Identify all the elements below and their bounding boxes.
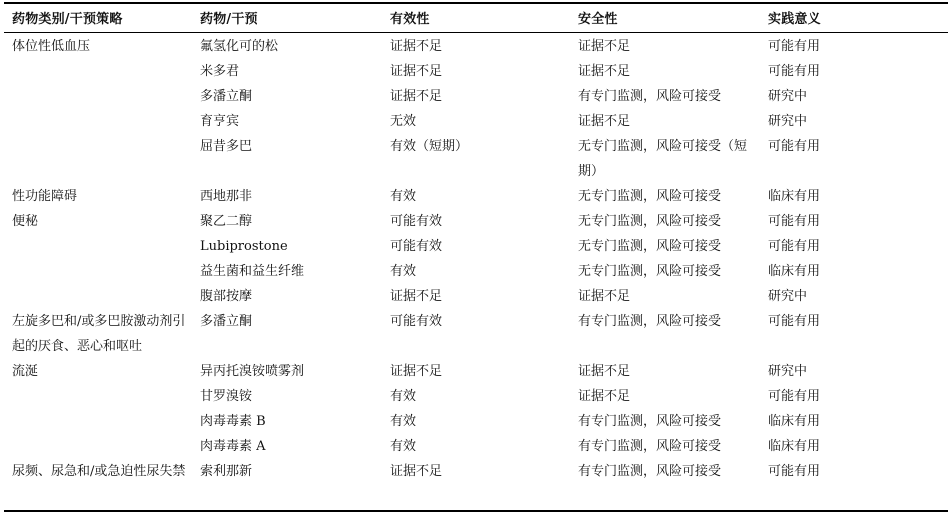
cell-drug: 肉毒毒素 B [200, 414, 266, 429]
table-row [12, 384, 948, 409]
cell-efficacy: 有效 [390, 439, 417, 454]
cell-practice: 临床有用 [768, 189, 821, 204]
table-row [12, 259, 948, 284]
cell-efficacy: 证据不足 [390, 464, 443, 479]
table-row [12, 209, 948, 234]
cell-safety: 有专门监测，风险可接受 [578, 314, 722, 329]
table-row [12, 34, 948, 59]
cell-efficacy: 证据不足 [390, 364, 443, 379]
cell-category [12, 84, 200, 109]
cell-efficacy: 有效 [390, 189, 417, 204]
table-row [12, 409, 948, 434]
cell-drug: 聚乙二醇 [200, 214, 253, 229]
cell-category [12, 384, 200, 409]
table-row [12, 59, 948, 84]
cell-safety: 证据不足 [578, 114, 631, 129]
cell-safety: 证据不足 [578, 64, 631, 79]
cell-category [12, 409, 200, 434]
cell-efficacy: 证据不足 [390, 89, 443, 104]
table-header-row [12, 2, 948, 33]
cell-practice: 研究中 [768, 114, 808, 129]
table-row [12, 134, 948, 184]
header-drug: 药物/干预 [200, 12, 258, 27]
cell-category: 便秘 [12, 214, 39, 229]
cell-category: 尿频、尿急和/或急迫性尿失禁 [12, 464, 186, 479]
cell-practice: 研究中 [768, 364, 808, 379]
cell-category [12, 109, 200, 134]
cell-safety: 有专门监测，风险可接受 [578, 439, 722, 454]
cell-safety: 无专门监测，风险可接受（短期） [578, 139, 748, 179]
cell-practice: 研究中 [768, 89, 808, 104]
cell-category: 左旋多巴和/或多巴胺激动剂引起的厌食、恶心和呕吐 [12, 314, 186, 354]
cell-drug: 腹部按摩 [200, 289, 253, 304]
cell-drug: 肉毒毒素 A [200, 439, 266, 454]
cell-safety: 无专门监测，风险可接受 [578, 239, 722, 254]
cell-practice: 可能有用 [768, 314, 821, 329]
cell-practice: 可能有用 [768, 389, 821, 404]
cell-drug: 索利那新 [200, 464, 253, 479]
cell-practice: 可能有用 [768, 64, 821, 79]
cell-practice: 可能有用 [768, 39, 821, 54]
cell-efficacy: 证据不足 [390, 64, 443, 79]
cell-practice: 可能有用 [768, 139, 821, 154]
cell-category [12, 234, 200, 259]
cell-practice: 研究中 [768, 289, 808, 304]
cell-practice: 可能有用 [768, 214, 821, 229]
cell-efficacy: 可能有效 [390, 314, 443, 329]
cell-safety: 证据不足 [578, 39, 631, 54]
cell-drug: 米多君 [200, 64, 240, 79]
table-row [12, 109, 948, 134]
cell-safety: 无专门监测，风险可接受 [578, 264, 722, 279]
table-row [12, 459, 948, 484]
cell-practice: 可能有用 [768, 239, 821, 254]
cell-practice: 临床有用 [768, 414, 821, 429]
header-category: 药物类别/干预策略 [12, 12, 123, 27]
table-row [12, 434, 948, 459]
header-practice: 实践意义 [768, 12, 821, 27]
cell-efficacy: 证据不足 [390, 289, 443, 304]
cell-safety: 有专门监测，风险可接受 [578, 89, 722, 104]
cell-drug: 多潘立酮 [200, 314, 253, 329]
cell-practice: 临床有用 [768, 264, 821, 279]
cell-efficacy: 有效（短期） [390, 139, 469, 154]
cell-safety: 无专门监测，风险可接受 [578, 189, 722, 204]
cell-efficacy: 有效 [390, 414, 417, 429]
cell-category [12, 284, 200, 309]
cell-safety: 有专门监测，风险可接受 [578, 464, 722, 479]
table-row [12, 184, 948, 209]
cell-safety: 有专门监测，风险可接受 [578, 414, 722, 429]
cell-drug: 西地那非 [200, 189, 253, 204]
cell-practice: 临床有用 [768, 439, 821, 454]
table-row [12, 284, 948, 309]
cell-safety: 证据不足 [578, 364, 631, 379]
cell-category [12, 134, 200, 184]
cell-category: 体位性低血压 [12, 39, 91, 54]
cell-safety: 证据不足 [578, 389, 631, 404]
table-row [12, 359, 948, 384]
cell-category [12, 259, 200, 284]
cell-category: 性功能障碍 [12, 189, 78, 204]
evidence-table [12, 2, 948, 484]
cell-drug: 益生菌和益生纤维 [200, 264, 305, 279]
cell-safety: 无专门监测，风险可接受 [578, 214, 722, 229]
cell-drug: 氟氢化可的松 [200, 39, 279, 54]
cell-drug: 甘罗溴铵 [200, 389, 253, 404]
cell-efficacy: 有效 [390, 264, 417, 279]
cell-efficacy: 无效 [390, 114, 417, 129]
cell-category [12, 59, 200, 84]
table-body [12, 33, 948, 484]
table-row [12, 309, 948, 359]
cell-drug: 多潘立酮 [200, 89, 253, 104]
cell-drug: Lubiprostone [200, 239, 288, 254]
header-efficacy: 有效性 [390, 12, 430, 27]
cell-practice: 可能有用 [768, 464, 821, 479]
table-row [12, 84, 948, 109]
cell-efficacy: 可能有效 [390, 239, 443, 254]
cell-drug: 育亨宾 [200, 114, 240, 129]
cell-efficacy: 有效 [390, 389, 417, 404]
header-safety: 安全性 [578, 12, 618, 27]
table-bottom-rule [4, 510, 948, 512]
cell-drug: 异丙托溴铵喷雾剂 [200, 364, 305, 379]
cell-category: 流涎 [12, 364, 39, 379]
cell-efficacy: 证据不足 [390, 39, 443, 54]
table-row [12, 234, 948, 259]
cell-safety: 证据不足 [578, 289, 631, 304]
cell-efficacy: 可能有效 [390, 214, 443, 229]
cell-category [12, 434, 200, 459]
cell-drug: 屈昔多巴 [200, 139, 253, 154]
